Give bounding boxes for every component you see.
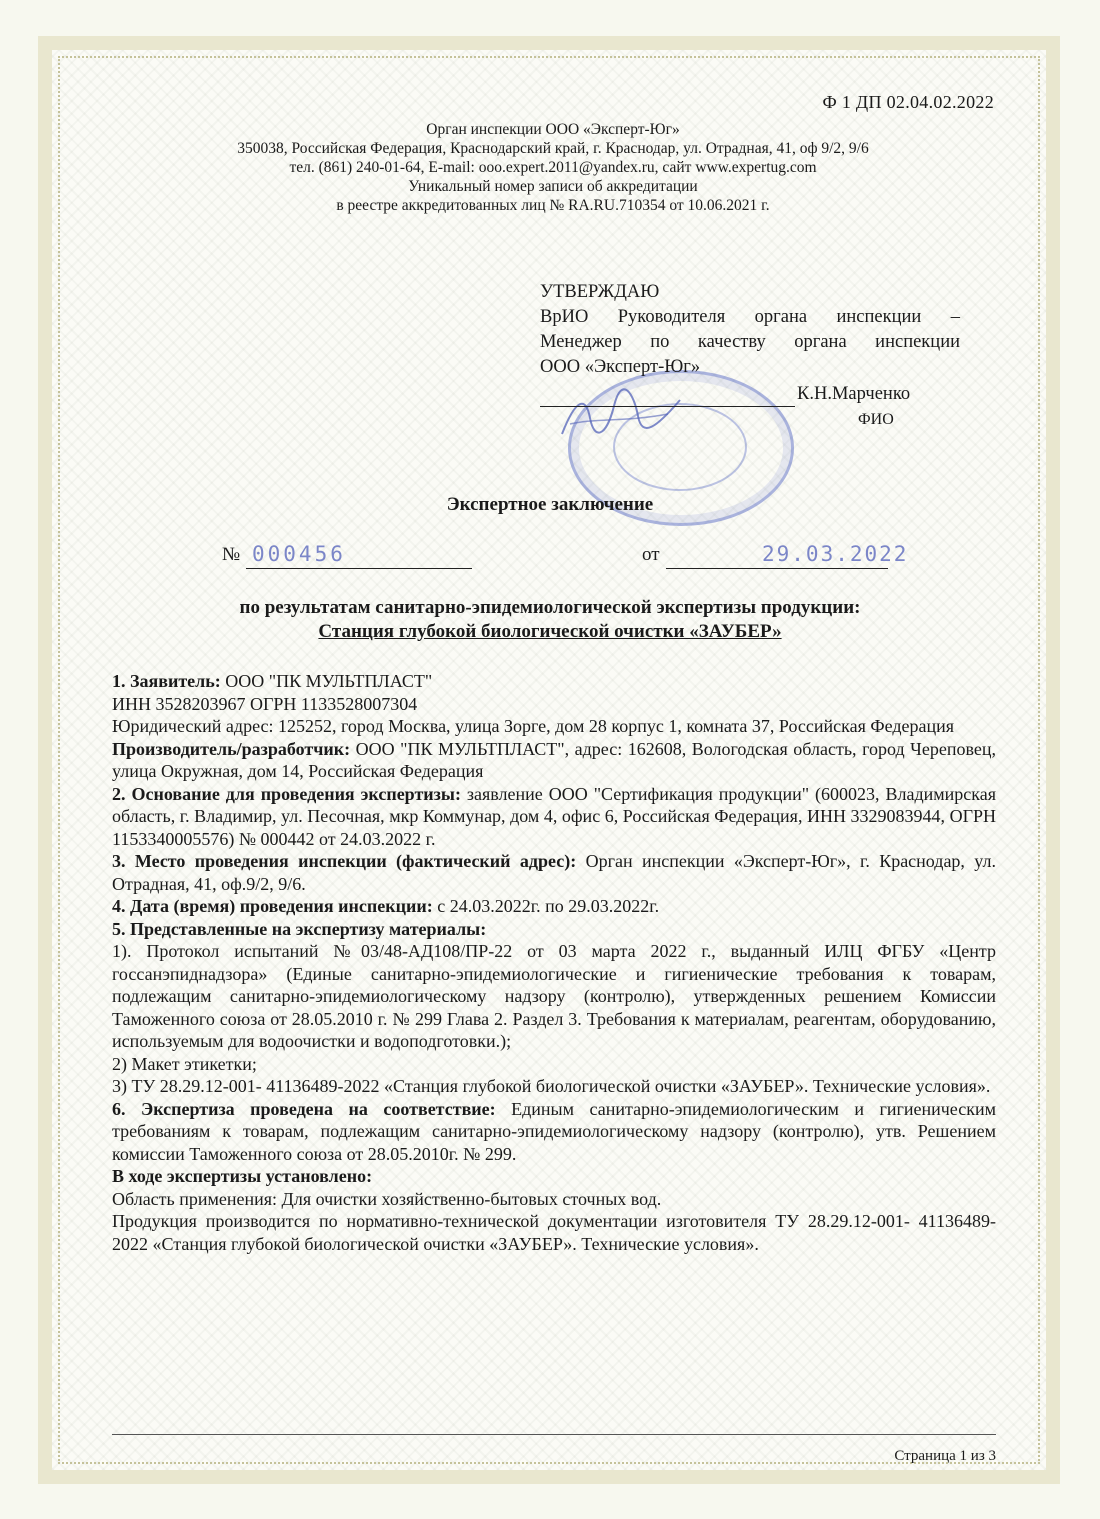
applicant-inn: ИНН 3528203967 ОГРН 1133528007304 [112,693,418,714]
compliance-label: 6. Экспертиза проведена на соответствие: [112,1098,496,1119]
subject-block [0,596,1100,644]
materials-item-1: 1). Протокол испытаний №03/48-АД108/ПР-22 от 03 марта 2022 г., выданный ИЛЦ ФГБУ «Центр госсанэпиднадзора» (Единые санитарно-эпидемиологические и гигиенические требования к товарам, подлежащим санитарно-эпидемиологическому надзору (контролю), утвержденных решением Комиссии Таможенного союза от 28.05.2010 г. № 299 Глава 2. Раздел 3. Требования к материалам, реагентам, оборудованию, используемым для водоочистки и водоподготовки.); [112,941,996,1051]
document-body [112,670,996,1255]
number-label: № [222,544,241,565]
approval-heading: УТВЕРЖДАЮ [540,282,660,302]
document-title: Экспертное заключение [446,494,654,515]
date-field [666,540,909,569]
footer-divider [112,1434,996,1435]
basis-label: 2. Основание для проведения экспертизы: [112,783,461,804]
org-accreditation-number: в реестре аккредитованных лиц № RA.RU.710354 от 10.06.2021 г. [336,197,770,214]
org-contacts: тел. (861) 240-01-64, E-mail: ooo.expert.2011@yandex.ru, сайт www.expertug.com [289,159,817,176]
signatory-name: К.Н.Марченко [797,384,911,404]
compliance-value: Единым санитарно-эпидемиологическим и гигиеническим требованиям к товарам, подлежащим санитарно-эпидемиологическому надзору (контролю), утв. Решением комиссии Таможенного союза от 28.05.2010г. № 299. [112,1098,996,1164]
materials-label: 5. Представленные на экспертизу материалы: [112,918,487,939]
dates-label: 4. Дата (время) проведения инспекции: [112,896,433,916]
basis-value: заявление ООО "Сертификация продукции" (600023, Владимирская область, г. Владимир, ул. Песочная, мкр Коммунар, дом 4, офис 6, Российская Федерация, ИНН 3329083944, ОГРН 1153340005576) № 000442 от 24.03.2022 г. [112,783,996,849]
producer-label: Производитель/разработчик: [112,738,351,759]
findings-label: В ходе экспертизы установлено: [112,1166,373,1186]
materials-item-2: 2) Макет этикетки; [112,1053,257,1074]
place-paragraph [112,850,996,895]
signature-blank [540,386,795,407]
dates-value: с 24.03.2022г. по 29.03.2022г. [432,896,660,916]
findings-scope: Область применения: Для очистки хозяйственно-бытовых сточных вод. [112,1188,662,1209]
approval-block [540,280,960,432]
applicant-value: ООО "ПК МУЛЬТПЛАСТ" [220,671,433,691]
materials-item-3: 3) ТУ 28.29.12-001- 41136489-2022 «Станция глубокой биологической очистки «ЗАУБЕР». Технические условия». [112,1076,991,1096]
number-value: 000456 [252,542,346,566]
date-value: 29.03.2022 [762,542,909,566]
number-date-row [222,540,909,570]
subject-line: по результатам санитарно-эпидемиологической экспертизы продукции: [239,597,861,618]
date-label: от [642,544,660,565]
form-code: Ф 1 ДП 02.04.02.2022 [822,92,994,112]
place-value: Орган инспекции «Эксперт-Юг», г. Краснодар, ул. Отрадная, 41, оф.9/2, 9/6. [112,851,996,894]
approval-organization: ООО «Эксперт-Юг» [540,357,701,377]
org-address: 350038, Российская Федерация, Краснодарский край, г. Краснодар, ул. Отрадная, 41, оф 9/2, 9/6 [237,140,869,157]
findings-documentation: Продукция производится по нормативно-технической документации изготовителя ТУ 28.29.12-001- 41136489-2022 «Станция глубокой биологической очистки «ЗАУБЕР». Технические условия». [112,1211,996,1254]
org-name: Орган инспекции ООО «Эксперт-Юг» [426,121,680,138]
dates-paragraph [112,895,996,918]
fio-label: ФИО [858,411,894,428]
applicant-label: 1. Заявитель: [112,671,221,691]
approval-position-1: ВрИО Руководителя органа инспекции – [540,307,960,327]
page-number: Страница 1 из 3 [894,1448,996,1464]
basis-paragraph [112,783,996,851]
product-name: Станция глубокой биологической очистки «ЗАУБЕР» [318,621,782,642]
place-label: 3. Место проведения инспекции (фактический адрес): [112,851,577,871]
applicant-paragraph [112,670,996,693]
signature-line [540,382,960,407]
producer-paragraph [112,738,996,783]
org-accreditation-label: Уникальный номер записи об аккредитации [408,178,698,195]
organization-header [112,120,994,215]
approval-position-2: Менеджер по качеству органа инспекции [540,332,960,352]
applicant-address: Юридический адрес: 125252, город Москва, улица Зорге, дом 28 корпус 1, комната 37, Российская Федерация [112,716,955,736]
compliance-paragraph [112,1098,996,1166]
producer-value: ООО "ПК МУЛЬТПЛАСТ", адрес: 162608, Вологодская область, город Череповец, улица Окружная, дом 14, Российская Федерация [112,738,996,781]
number-field [246,540,472,569]
